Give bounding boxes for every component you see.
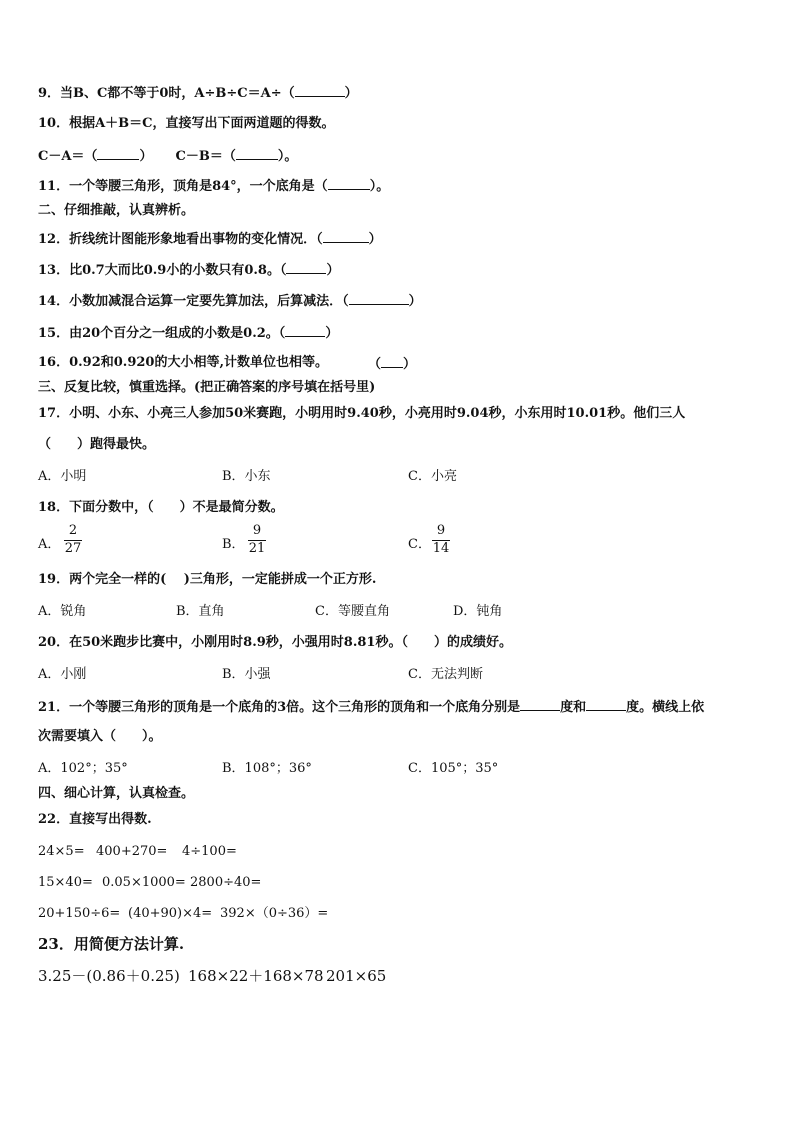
question-9: 9．当B、C都不等于0时，A÷B÷C＝A÷（ ） [38, 86, 358, 101]
section-heading-2: 二、仔细推敲，认真辨析。 [38, 203, 195, 218]
fraction-denominator: 27 [64, 541, 82, 556]
question-17-line2: （ ）跑得最快。 [38, 437, 156, 452]
question-22: 22．直接写出得数. [38, 812, 152, 827]
question-11: 11．一个等腰三角形，顶角是84°，一个底角是（ ）。 [38, 179, 390, 194]
question-10-answers: C－A＝（ ） C－B＝（ ）。 [38, 149, 298, 164]
fraction-option-a[interactable] [64, 524, 82, 556]
question-10 [38, 116, 335, 132]
calc-item: 20+150÷6= [38, 906, 121, 921]
section-heading-4: 四、细心计算，认真检查。 [38, 786, 195, 801]
calc-row [38, 968, 386, 984]
option-a[interactable]: A．小刚 [38, 667, 87, 682]
fraction-numerator: 9 [252, 523, 262, 538]
question-12: 12．折线统计图能形象地看出事物的变化情况．（ ） [38, 232, 382, 247]
question-14: 14．小数加减混合运算一定要先算加法，后算减法．（ ） [38, 294, 422, 309]
fraction-option-c[interactable] [432, 524, 450, 556]
question-15: 15．由20个百分之一组成的小数是0.2。（ ） [38, 326, 339, 341]
fraction-option-b[interactable] [248, 524, 266, 556]
option-a[interactable]: A．锐角 [38, 604, 87, 619]
question-17-line1: 17．小明、小东、小亮三人参加50米赛跑，小明用时9.40秒，小亮用时9.04秒，小东用时10.01秒。他们三人 [38, 406, 686, 421]
question-16-answer: （ ） [368, 357, 417, 372]
calc-item: 400+270= [96, 844, 168, 859]
answer-blank[interactable] [586, 698, 626, 711]
answer-blank[interactable] [323, 230, 369, 243]
question-15-text: 15．由20个百分之一组成的小数是0.2。（ [38, 326, 286, 341]
question-11-text: 11．一个等腰三角形，顶角是84°，一个底角是（ [38, 179, 328, 194]
fraction-numerator: 2 [68, 523, 78, 538]
fraction-denominator: 14 [432, 541, 450, 556]
question-13: 13．比0.7大而比0.9小的小数只有0.8。（ ） [38, 263, 340, 278]
calc-item: 201×65 [326, 967, 387, 985]
option-a[interactable]: A．102°；35° [38, 761, 128, 776]
question-20: 20．在50米跑步比赛中，小刚用时8.9秒，小强用时8.81秒。（ ）的成绩好。 [38, 635, 512, 650]
option-b[interactable]: B．小东 [222, 469, 271, 484]
calc-item: 2800÷40= [190, 875, 262, 890]
fraction-numerator: 9 [436, 523, 446, 538]
answer-blank[interactable] [97, 147, 139, 160]
question-9-text: 9．当B、C都不等于0时，A÷B÷C＝A÷（ [38, 86, 295, 101]
calc-item: 3.25－(0.86＋0.25) [38, 967, 180, 985]
answer-blank[interactable] [349, 292, 409, 305]
option-c-label[interactable]: C． [408, 537, 431, 552]
question-13-text: 13．比0.7大而比0.9小的小数只有0.8。（ [38, 263, 287, 278]
answer-blank[interactable] [236, 147, 278, 160]
calc-item: 4÷100= [182, 844, 237, 859]
option-c[interactable]: C．等腰直角 [315, 604, 390, 619]
option-d[interactable]: D．钝角 [453, 604, 503, 619]
calc-item: 0.05×1000= [102, 875, 186, 890]
question-21-line2: 次需要填入（ ）。 [38, 729, 162, 744]
calc-item: 15×40= [38, 875, 93, 890]
option-a-label[interactable]: A． [38, 537, 61, 552]
calc-row [38, 844, 237, 860]
answer-blank[interactable] [328, 177, 370, 190]
answer-blank[interactable] [381, 355, 403, 368]
question-16 [38, 355, 328, 371]
calc-item: 24×5= [38, 844, 85, 859]
question-18: 18．下面分数中，（ ）不是最简分数。 [38, 500, 284, 515]
question-12-text: 12．折线统计图能形象地看出事物的变化情况．（ [38, 232, 323, 247]
option-c[interactable]: C．105°；35° [408, 761, 499, 776]
question-16-text: 16．0.92和0.920的大小相等,计数单位也相等。 [38, 355, 328, 370]
calc-item: 168×22＋168×78 [188, 967, 324, 985]
question-21-line1: 21．一个等腰三角形的顶角是一个底角的3倍。这个三角形的顶角和一个底角分别是 度和 度。横线上依 [38, 700, 705, 715]
calc-row [38, 875, 261, 891]
section-heading-3: 三、反复比较，慎重选择。(把正确答案的序号填在括号里) [38, 380, 376, 395]
calc-row [38, 906, 328, 922]
option-b-label[interactable]: B． [222, 537, 245, 552]
calc-item: (40+90)×4= [128, 906, 213, 921]
question-19: 19．两个完全一样的( )三角形，一定能拼成一个正方形. [38, 572, 377, 587]
option-b[interactable]: B．小强 [222, 667, 271, 682]
question-23: 23．用简便方法计算. [38, 935, 185, 953]
answer-blank[interactable] [295, 84, 345, 97]
calc-item: 392×（0÷36）= [220, 906, 329, 921]
fraction-denominator: 21 [248, 541, 266, 556]
option-c[interactable]: C．小亮 [408, 469, 457, 484]
answer-blank[interactable] [285, 324, 325, 337]
option-b[interactable]: B．108°；36° [222, 761, 312, 776]
question-10-text: 10．根据A＋B＝C，直接写出下面两道题的得数。 [38, 116, 335, 131]
option-b[interactable]: B．直角 [176, 604, 225, 619]
option-a[interactable]: A．小明 [38, 469, 87, 484]
answer-blank[interactable] [286, 261, 326, 274]
option-c[interactable]: C．无法判断 [408, 667, 483, 682]
question-14-text: 14．小数加减混合运算一定要先算加法，后算减法．（ [38, 294, 349, 309]
answer-blank[interactable] [520, 698, 560, 711]
